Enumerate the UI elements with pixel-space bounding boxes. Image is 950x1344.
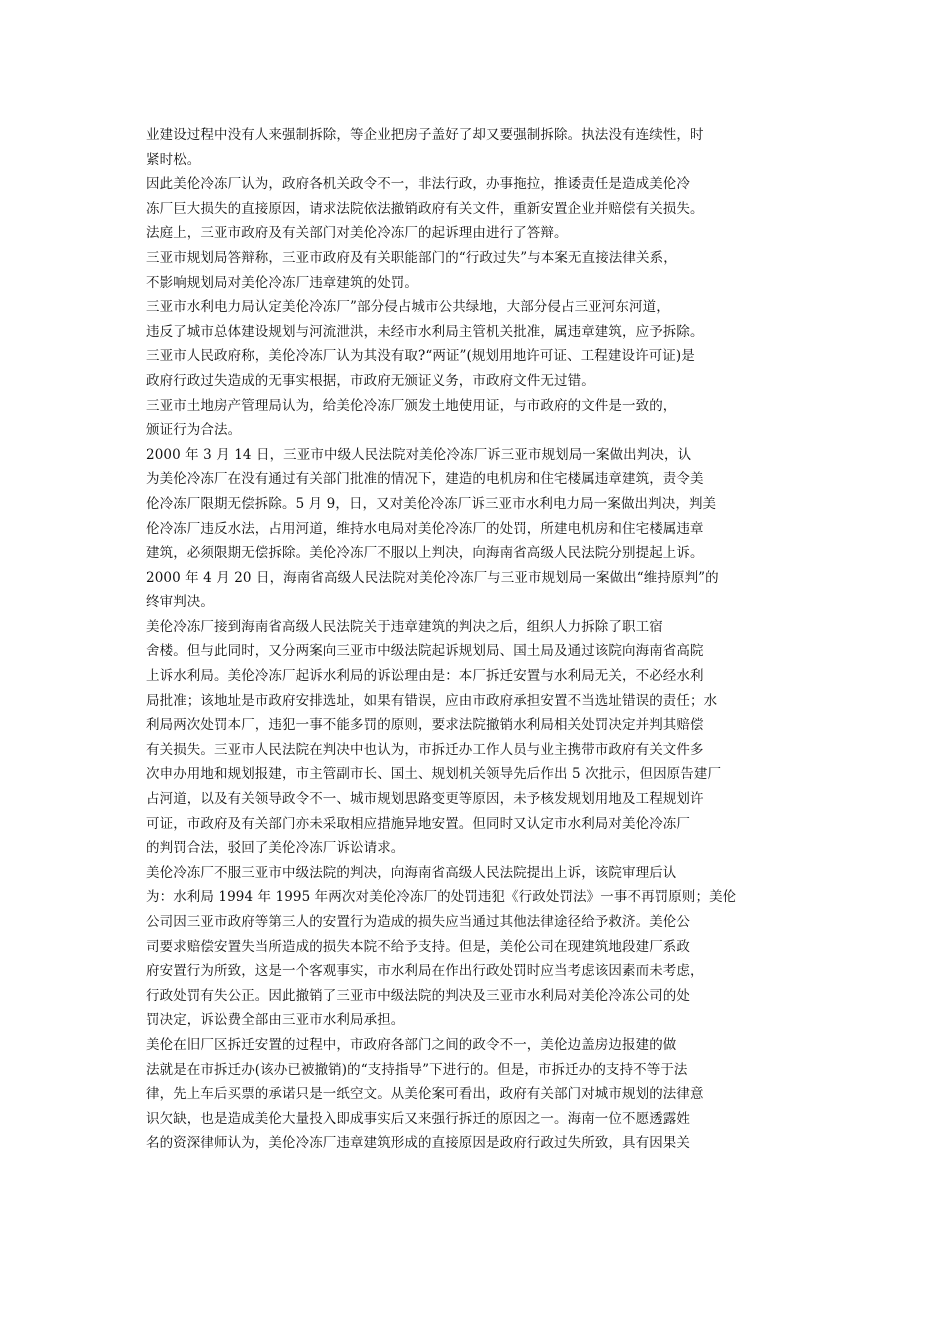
text-line: 名的资深律师认为，美伦冷冻厂违章建筑形成的直接原因是政府行政过失所致，具有因果关: [146, 1135, 690, 1152]
text-line: 三亚市人民政府称，美伦冷冻厂认为其没有取?“两证”(规划用地许可证、工程建设许可证)是: [146, 348, 695, 365]
text-line: 紧时松。: [146, 151, 201, 168]
text-line: 的判罚合法，驳回了美伦冷冻厂诉讼请求。: [146, 840, 405, 857]
text-line: 因此美伦冷冻厂认为，政府各机关政令不一，非法行政，办事拖拉，推诿责任是造成美伦冷: [146, 176, 690, 193]
text-line: 2000 年 3 月 14 日，三亚市中级人民法院对美伦冷冻厂诉三亚市规划局一案做出判决，认: [146, 446, 692, 463]
text-line: 三亚市规划局答辩称，三亚市政府及有关职能部门的“行政过失”与本案无直接法律关系，: [146, 249, 677, 266]
text-line: 美伦冷冻厂接到海南省高级人民法院关于违章建筑的判决之后，组织人力拆除了职工宿: [146, 618, 663, 635]
text-line: 颁证行为合法。: [146, 422, 242, 439]
text-line: 2000 年 4 月 20 日，海南省高级人民法院对美伦冷冻厂与三亚市规划局一案做出“维持原判”的: [146, 569, 719, 586]
text-line: 行政处罚有失公正。因此撤销了三亚市中级法院的判决及三亚市水利局对美伦冷冻公司的处: [146, 987, 690, 1004]
text-line: 利局两次处罚本厂，违犯一事不能多罚的原则，要求法院撤销水利局相关处罚决定并判其赔偿: [146, 717, 704, 734]
text-line: 府安置行为所致，这是一个客观事实，市水利局在作出行政处罚时应当考虑该因素而未考虑，: [146, 963, 704, 980]
text-line: 有关损失。三亚市人民法院在判决中也认为，市拆迁办工作人员与业主携带市政府有关文件多: [146, 741, 704, 758]
text-line: 美伦冷冻厂不服三亚市中级法院的判决，向海南省高级人民法院提出上诉，该院审理后认: [146, 864, 677, 881]
text-line: 为美伦冷冻厂在没有通过有关部门批准的情况下，建造的电机房和住宅楼属违章建筑，责令美: [146, 471, 704, 488]
text-line: 占河道，以及有关领导政令不一、城市规划思路变更等原因，未予核发规划用地及工程规划许: [146, 791, 704, 808]
text-line: 罚决定，诉讼费全部由三亚市水利局承担。: [146, 1012, 405, 1029]
text-line: 三亚市水利电力局认定美伦冷冻厂”部分侵占城市公共绿地，大部分侵占三亚河东河道，: [146, 299, 670, 316]
text-line: 识欠缺，也是造成美伦大量投入即成事实后又来强行拆迁的原因之一。海南一位不愿透露姓: [146, 1110, 690, 1127]
text-line: 美伦在旧厂区拆迁安置的过程中，市政府各部门之间的政令不一，美伦边盖房边报建的做: [146, 1036, 677, 1053]
text-line: 冻厂巨大损失的直接原因，请求法院依法撤销政府有关文件，重新安置企业并赔偿有关损失。: [146, 200, 704, 217]
text-line: 政府行政过失造成的无事实根据，市政府无颁证义务，市政府文件无过错。: [146, 372, 595, 389]
body-text: [146, 123, 756, 1156]
text-line: 可证，市政府及有关部门亦未采取相应措施异地安置。但同时又认定市水利局对美伦冷冻厂: [146, 815, 690, 832]
text-line: 三亚市土地房产管理局认为，给美伦冷冻厂颁发土地使用证，与市政府的文件是一致的，: [146, 397, 677, 414]
text-line: 终审判决。: [146, 594, 214, 611]
text-line: 业建设过程中没有人来强制拆除，等企业把房子盖好了却又要强制拆除。执法没有连续性，时: [146, 127, 704, 143]
text-line: 司要求赔偿安置失当所造成的损失本院不给予支持。但是，美伦公司在现建筑地段建厂系政: [146, 938, 690, 955]
text-line: 舍楼。但与此同时，又分两案向三亚市中级法院起诉规划局、国土局及通过该院向海南省高院: [146, 643, 704, 660]
text-line: 公司因三亚市政府等第三人的安置行为造成的损失应当通过其他法律途径给予救济。美伦公: [146, 914, 690, 930]
text-line: 律，先上车后买票的承诺只是一纸空文。从美伦案可看出，政府有关部门对城市规划的法律意: [146, 1086, 704, 1103]
text-line: 法就是在市拆迁办(该办已被撤销)的“支持指导”下进行的。但是，市拆迁办的支持不等于法: [146, 1061, 688, 1078]
text-line: 伦冷冻厂限期无偿拆除。5 月 9，日，又对美伦冷冻厂诉三亚市水利电力局一案做出判决，判美: [146, 495, 717, 512]
text-line: 为：水利局 1994 年 1995 年两次对美伦冷冻厂的处罚违犯《行政处罚法》一事不再罚原则；美伦: [146, 889, 737, 906]
text-line: 法庭上，三亚市政府及有关部门对美伦冷冻厂的起诉理由进行了答辩。: [146, 225, 568, 242]
text-line: 局批准；该地址是市政府安排选址，如果有错误，应由市政府承担安置不当选址错误的责任；水: [146, 692, 718, 709]
text-line: 不影响规划局对美伦冷冻厂违章建筑的处罚。: [146, 274, 418, 291]
text-line: 次申办用地和规划报建，市主管副市长、国土、规划机关领导先后作出 5 次批示，但因原告建厂: [146, 766, 722, 783]
text-line: 上诉水利局。美伦冷冻厂起诉水利局的诉讼理由是：本厂拆迁安置与水利局无关，不必经水利: [146, 668, 704, 685]
text-line: 伦冷冻厂违反水法，占用河道，维持水电局对美伦冷冻厂的处罚，所建电机房和住宅楼属违章: [146, 520, 704, 537]
text-line: 建筑，必须限期无偿拆除。美伦冷冻厂不服以上判决，向海南省高级人民法院分别提起上诉。: [146, 545, 704, 562]
text-line: 违反了城市总体建设规划与河流泄洪，未经市水利局主管机关批准，属违章建筑，应予拆除。: [146, 323, 704, 340]
